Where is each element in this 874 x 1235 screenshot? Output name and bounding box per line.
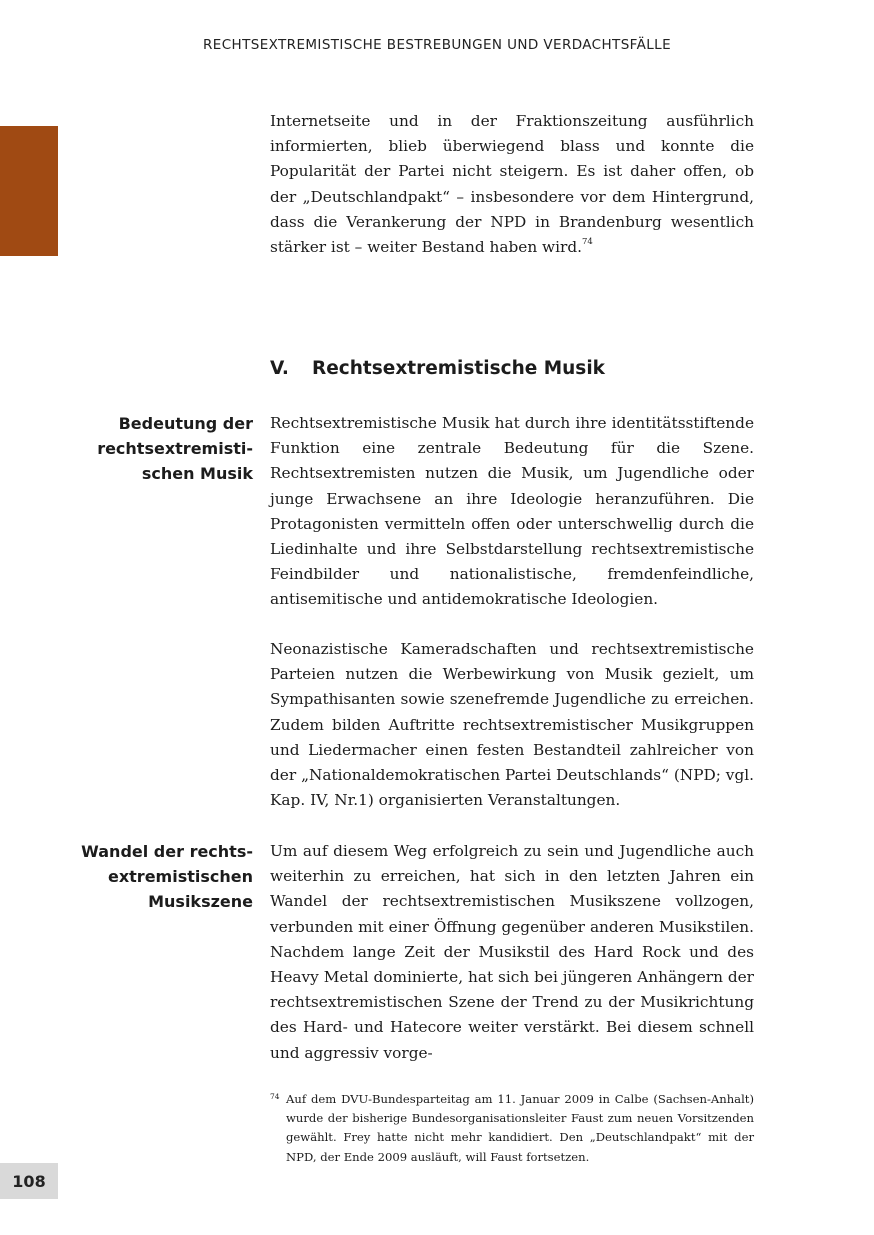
footnote <box>270 1090 754 1167</box>
footnote-reference[interactable]: 74 <box>582 237 593 248</box>
margin-note-line: Musikszene <box>148 892 253 911</box>
margin-note-line: Wandel der rechts- <box>81 842 253 861</box>
margin-note-line: rechtsextremisti- <box>97 439 253 458</box>
running-header: RECHTSEXTREMISTISCHE BESTREBUNGEN UND VERDACHTSFÄLLE <box>202 37 672 53</box>
margin-note-change <box>53 839 253 914</box>
chapter-color-tab <box>0 126 58 256</box>
section-number: V. <box>270 358 289 379</box>
section-heading <box>270 358 754 379</box>
page-number: 108 <box>0 1163 58 1199</box>
margin-note-line: schen Musik <box>141 464 253 483</box>
paragraph-music-scene-change: Um auf diesem Weg erfolgreich zu sein und Jugendliche auch weiterhin zu erreichen, hat sich in den letzten Jahren ein Wandel der rechtsextremistischen Musikszene vollzogen, verbunden mit einer Öffnung gegenüber anderen Musikstilen. Nachdem lange Zeit der Musikstil des Hard Rock und des Heavy Metal dominierte, hat sich bei jüngeren Anhängern der rechtsextremistischen Szene der Trend zu der Musikrichtung des Hard- und Hatecore weiter verstärkt. Bei diesem schnell und aggressiv vorge- <box>270 842 754 1062</box>
margin-note-line: Bedeutung der <box>118 414 253 433</box>
paragraph-significance: Rechtsextremistische Musik hat durch ihre identitätsstiftende Funktion eine zentrale Bedeutung für die Szene. Rechtsextremisten nutzen die Musik, um Jugendliche oder junge Erwachsene an ihre Ideologie heranzuführen. Die Protagonisten vermitteln offen oder unterschwellig durch die Liedinhalte und ihre Selbstdarstellung rechtsextremistische Feindbilder und nationalistische, fremdenfeindliche, antisemitische und antidemokratische Ideologien. <box>270 414 754 609</box>
paragraph-advertising-effect: Neonazistische Kameradschaften und rechtsextremistische Parteien nutzen die Werbewirkung von Musik gezielt, um Sympathisanten sowie szenefremde Jugendliche zu erreichen. Zudem bilden Auftritte rechtsextremistischer Musikgruppen und Liedermacher einen festen Bestandteil zahlreicher von der „Nationaldemokratischen Partei Deutschlands“ (NPD; vgl. Kap. IV, Nr.1) organisierten Veranstaltungen. <box>270 640 754 810</box>
margin-note-significance <box>53 411 253 486</box>
section-title: Rechtsextremistische Musik <box>312 358 605 379</box>
margin-note-line: extremistischen <box>107 867 253 886</box>
continued-paragraph-text: Internetseite und in der Fraktionszeitung ausführlich informierten, blieb überwiegend blass und konnte die Popularität der Partei nicht steigern. Es ist daher offen, ob der „Deutschlandpakt“ – insbesondere vor dem Hintergrund, dass die Verankerung der NPD in Brandenburg wesentlich stärker ist – weiter Bestand haben wird. <box>270 112 754 257</box>
footnote-text: Auf dem DVU-Bundesparteitag am 11. Januar 2009 in Calbe (Sachsen-Anhalt) wurde der bisherige Bundesorganisationsleiter Faust zum neuen Vorsitzenden gewählt. Frey hatte nicht mehr kandidiert. Den „Deutschlandpakt“ mit der NPD, der Ende 2009 ausläuft, will Faust fortsetzen. <box>286 1092 754 1164</box>
continued-paragraph <box>270 109 754 260</box>
footnote-mark: 74 <box>270 1092 280 1101</box>
